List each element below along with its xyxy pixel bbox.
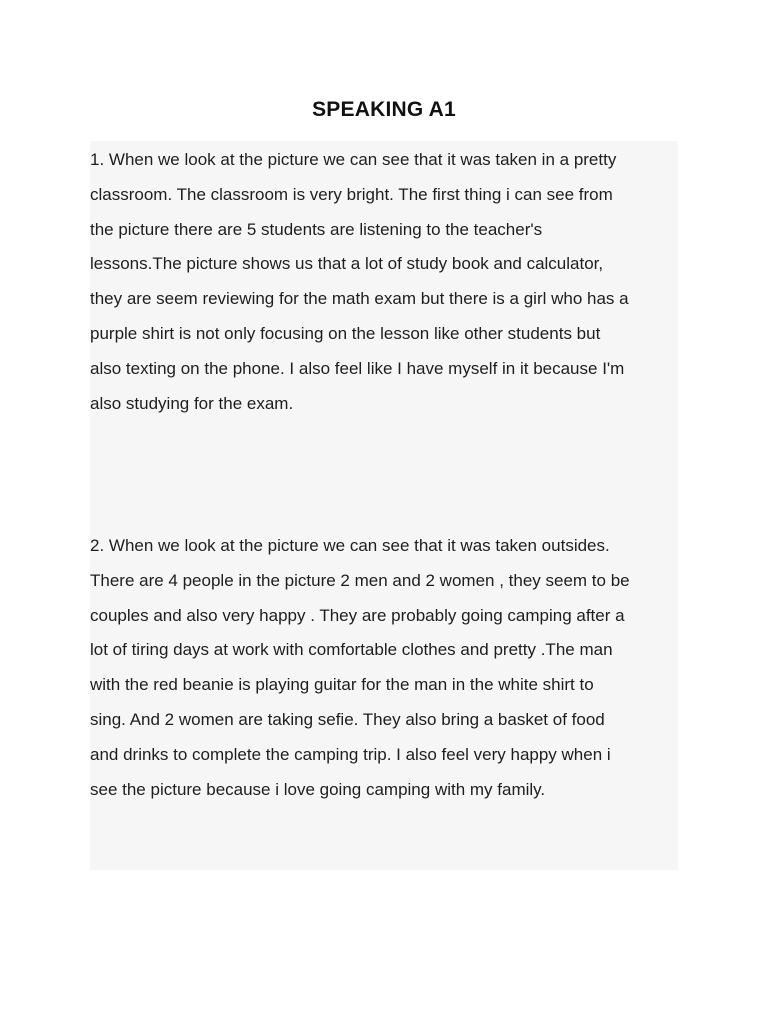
paragraph-2-line: couples and also very happy . They are probably going camping after a [90,605,625,625]
paragraph-1-line: also texting on the phone. I also feel like I have myself in it because I'm [90,358,625,378]
paragraph-1-line: lessons.The picture shows us that a lot of study book and calculator, [90,254,604,274]
paragraph-1-line: purple shirt is not only focusing on the lesson like other students but [90,323,601,343]
paragraph-1-line: also studying for the exam. [90,393,294,413]
paragraph-2-line: lot of tiring days at work with comfortable clothes and pretty .The man [90,640,613,660]
paragraph-1-line: the picture there are 5 students are listening to the teacher's [90,219,543,239]
paragraph-1-line: they are seem reviewing for the math exam but there is a girl who has a [90,289,629,309]
paragraph-2 [90,529,690,807]
paragraph-2-line: There are 4 people in the picture 2 men and 2 women , they seem to be [90,570,630,590]
paragraph-2-line: with the red beanie is playing guitar for the man in the white shirt to [90,675,594,695]
paragraph-1 [90,143,690,421]
paragraph-2-line: and drinks to complete the camping trip. I also feel very happy when i [90,744,611,764]
paragraph-1-line: 1. When we look at the picture we can see that it was taken in a pretty [90,150,617,169]
paragraph-2-line: 2. When we look at the picture we can see that it was taken outsides. [90,536,610,555]
paragraph-2-line: see the picture because i love going camping with my family. [90,779,546,799]
document-title: SPEAKING A1 [312,98,456,121]
paragraph-1-line: classroom. The classroom is very bright. The first thing i can see from [90,184,613,204]
paragraph-2-line: sing. And 2 women are taking sefie. They also bring a basket of food [90,709,605,729]
